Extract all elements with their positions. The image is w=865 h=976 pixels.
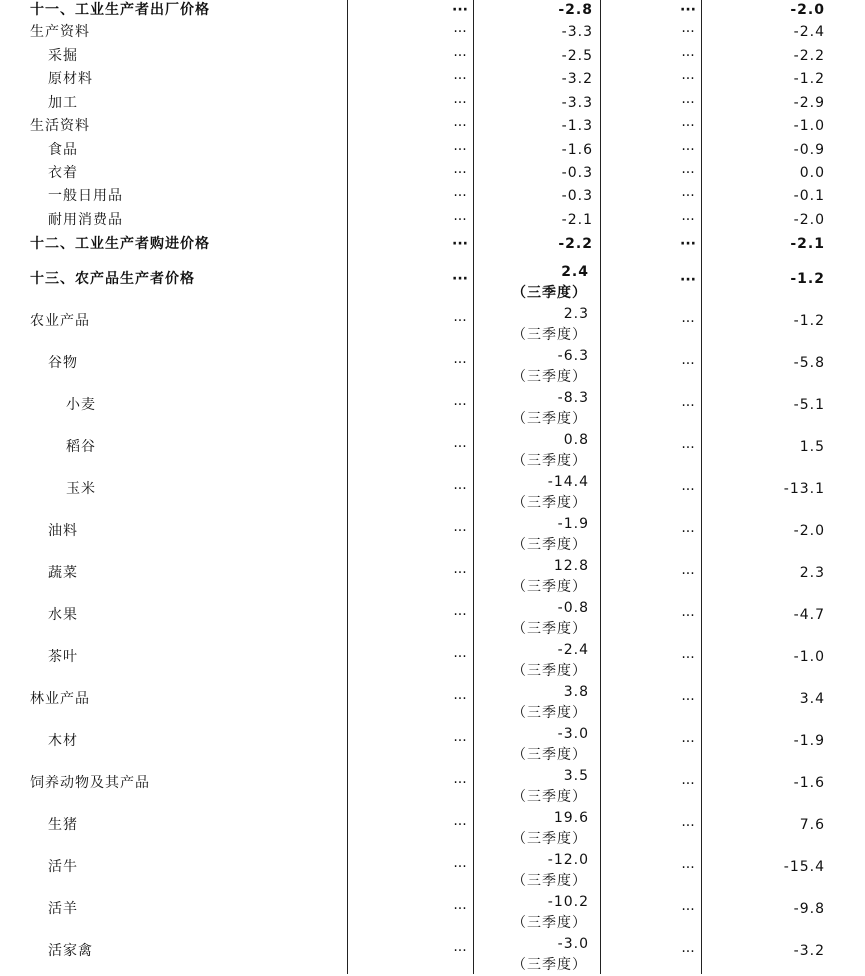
ellipsis-cell: ···: [681, 776, 695, 792]
ellipsis-cell: ···: [681, 566, 695, 582]
quarter-note: （三季度）: [512, 957, 587, 973]
value-cell: -1.3: [561, 118, 593, 134]
ellipsis-cell: ···: [453, 313, 467, 329]
table-row: [0, 21, 865, 44]
ellipsis-cell: ···: [453, 24, 467, 40]
row-label: 活家禽: [48, 943, 93, 959]
table-row: [0, 45, 865, 68]
ellipsis-cell: ···: [453, 142, 467, 158]
ellipsis-cell: ···: [681, 818, 695, 834]
value-cell: -15.4: [783, 859, 825, 875]
ellipsis-cell: ···: [453, 439, 467, 455]
row-label: 小麦: [66, 397, 96, 413]
ellipsis-cell: ···: [680, 236, 696, 252]
table-row: [0, 92, 865, 115]
ellipsis-cell: ···: [453, 212, 467, 228]
ellipsis-cell: ···: [681, 944, 695, 960]
ellipsis-cell: ···: [681, 24, 695, 40]
value-cell: -2.0: [790, 2, 825, 18]
ellipsis-cell: ···: [681, 650, 695, 666]
table-row: [0, 892, 865, 934]
row-label: 一般日用品: [48, 188, 123, 204]
quarter-value: -0.8: [557, 600, 589, 616]
ellipsis-cell: ···: [453, 95, 467, 111]
ellipsis-cell: ···: [453, 481, 467, 497]
row-label: 食品: [48, 142, 78, 158]
table-row: [0, 850, 865, 892]
table-row: [0, 598, 865, 640]
row-label: 十一、工业生产者出厂价格: [30, 2, 210, 18]
quarter-value: 2.4: [561, 264, 589, 280]
row-label: 稻谷: [66, 439, 96, 455]
value-cell: -1.0: [793, 649, 825, 665]
value-cell: -5.1: [793, 397, 825, 413]
value-cell: 1.5: [799, 439, 825, 455]
row-label: 生活资料: [30, 118, 90, 134]
value-cell: 2.3: [799, 565, 825, 581]
ellipsis-cell: ···: [453, 943, 467, 959]
quarter-value: -8.3: [557, 390, 589, 406]
ellipsis-cell: ···: [453, 118, 467, 134]
value-cell: -1.9: [793, 733, 825, 749]
value-cell: -5.8: [793, 355, 825, 371]
ellipsis-cell: ···: [680, 272, 696, 288]
value-cell: -2.1: [561, 212, 593, 228]
ellipsis-cell: ···: [681, 734, 695, 750]
value-cell: -2.2: [793, 48, 825, 64]
quarter-note: （三季度）: [512, 831, 587, 847]
value-cell: -1.0: [793, 118, 825, 134]
quarter-value: -2.4: [557, 642, 589, 658]
ellipsis-cell: ···: [681, 188, 695, 204]
quarter-note: （三季度）: [512, 705, 587, 721]
value-cell: -4.7: [793, 607, 825, 623]
table-row: [0, 304, 865, 346]
ellipsis-cell: ···: [453, 397, 467, 413]
quarter-note: （三季度）: [512, 411, 587, 427]
row-label: 采掘: [48, 48, 78, 64]
ellipsis-cell: ···: [452, 271, 468, 287]
table-row: [0, 388, 865, 430]
ellipsis-cell: ···: [681, 860, 695, 876]
quarter-note: （三季度）: [512, 873, 587, 889]
quarter-note: （三季度）: [512, 495, 587, 511]
value-cell: -2.5: [561, 48, 593, 64]
value-cell: -2.9: [793, 95, 825, 111]
quarter-value: -3.0: [557, 936, 589, 952]
table-row: [0, 724, 865, 766]
ellipsis-cell: ···: [453, 859, 467, 875]
row-label: 衣着: [48, 165, 78, 181]
ellipsis-cell: ···: [681, 608, 695, 624]
value-cell: -1.2: [793, 313, 825, 329]
quarter-value: -14.4: [547, 474, 589, 490]
ellipsis-cell: ···: [453, 188, 467, 204]
table-row: [0, 682, 865, 724]
ellipsis-cell: ···: [681, 95, 695, 111]
table-row: [0, 556, 865, 598]
table-row: [0, 430, 865, 472]
value-cell: -3.3: [561, 24, 593, 40]
value-cell: -13.1: [783, 481, 825, 497]
value-cell: -2.0: [793, 212, 825, 228]
table-row: [0, 139, 865, 162]
row-label: 生产资料: [30, 24, 90, 40]
ellipsis-cell: ···: [453, 355, 467, 371]
ellipsis-cell: ···: [453, 733, 467, 749]
value-cell: -2.8: [558, 2, 593, 18]
ellipsis-cell: ···: [681, 398, 695, 414]
row-label: 原材料: [48, 71, 93, 87]
quarter-note: （三季度）: [512, 369, 587, 385]
value-cell: -1.6: [561, 142, 593, 158]
quarter-value: 3.8: [563, 684, 589, 700]
quarter-value: -10.2: [547, 894, 589, 910]
value-cell: -9.8: [793, 901, 825, 917]
ellipsis-cell: ···: [681, 118, 695, 134]
quarter-note: （三季度）: [512, 621, 587, 637]
value-cell: -0.3: [561, 165, 593, 181]
row-label: 茶叶: [48, 649, 78, 665]
value-cell: -3.2: [561, 71, 593, 87]
ellipsis-cell: ···: [453, 775, 467, 791]
ellipsis-cell: ···: [681, 524, 695, 540]
ellipsis-cell: ···: [453, 607, 467, 623]
table-row: [0, 233, 865, 256]
ellipsis-cell: ···: [453, 48, 467, 64]
ellipsis-cell: ···: [453, 817, 467, 833]
table-row: [0, 0, 865, 22]
quarter-note: （三季度）: [512, 579, 587, 595]
quarter-note: （三季度）: [512, 537, 587, 553]
quarter-value: -12.0: [547, 852, 589, 868]
row-label: 耐用消费品: [48, 212, 123, 228]
ellipsis-cell: ···: [681, 440, 695, 456]
value-cell: -0.1: [793, 188, 825, 204]
row-label: 谷物: [48, 355, 78, 371]
quarter-note: （三季度）: [512, 789, 587, 805]
row-label: 农业产品: [30, 313, 90, 329]
value-cell: 0.0: [799, 165, 825, 181]
ellipsis-cell: ···: [453, 565, 467, 581]
quarter-note: （三季度）: [512, 285, 587, 301]
value-cell: -3.3: [561, 95, 593, 111]
table-row: [0, 472, 865, 514]
table-row: [0, 808, 865, 850]
ellipsis-cell: ···: [680, 2, 696, 18]
table-row: [0, 346, 865, 388]
value-cell: -2.1: [790, 236, 825, 252]
quarter-value: 12.8: [553, 558, 589, 574]
quarter-note: （三季度）: [512, 327, 587, 343]
table-row: [0, 640, 865, 682]
value-cell: -1.2: [793, 71, 825, 87]
ellipsis-cell: ···: [681, 71, 695, 87]
value-cell: 3.4: [799, 691, 825, 707]
quarter-note: （三季度）: [512, 663, 587, 679]
ellipsis-cell: ···: [453, 71, 467, 87]
quarter-note: （三季度）: [512, 915, 587, 931]
ellipsis-cell: ···: [681, 902, 695, 918]
ellipsis-cell: ···: [681, 212, 695, 228]
value-cell: -1.6: [793, 775, 825, 791]
ellipsis-cell: ···: [453, 165, 467, 181]
row-label: 油料: [48, 523, 78, 539]
table-row: [0, 766, 865, 808]
ellipsis-cell: ···: [681, 314, 695, 330]
quarter-value: 0.8: [563, 432, 589, 448]
ellipsis-cell: ···: [453, 901, 467, 917]
value-cell: -2.4: [793, 24, 825, 40]
table-row: [0, 262, 865, 304]
quarter-value: 3.5: [563, 768, 589, 784]
quarter-note: （三季度）: [512, 453, 587, 469]
quarter-note: （三季度）: [512, 747, 587, 763]
quarter-value: 19.6: [553, 810, 589, 826]
ellipsis-cell: ···: [452, 236, 468, 252]
value-cell: -2.0: [793, 523, 825, 539]
ellipsis-cell: ···: [681, 142, 695, 158]
row-label: 水果: [48, 607, 78, 623]
ellipsis-cell: ···: [681, 165, 695, 181]
ellipsis-cell: ···: [453, 523, 467, 539]
ellipsis-cell: ···: [452, 2, 468, 18]
ellipsis-cell: ···: [453, 649, 467, 665]
value-cell: -1.2: [790, 271, 825, 287]
value-cell: -0.9: [793, 142, 825, 158]
table-row: [0, 115, 865, 138]
value-cell: -3.2: [793, 943, 825, 959]
row-label: 十三、农产品生产者价格: [30, 271, 195, 287]
row-label: 林业产品: [30, 691, 90, 707]
row-label: 活羊: [48, 901, 78, 917]
ellipsis-cell: ···: [681, 692, 695, 708]
row-label: 蔬菜: [48, 565, 78, 581]
row-label: 加工: [48, 95, 78, 111]
quarter-value: -6.3: [557, 348, 589, 364]
row-label: 饲养动物及其产品: [30, 775, 150, 791]
ellipsis-cell: ···: [681, 482, 695, 498]
quarter-value: -3.0: [557, 726, 589, 742]
row-label: 木材: [48, 733, 78, 749]
row-label: 玉米: [66, 481, 96, 497]
table-row: [0, 68, 865, 91]
table-row: [0, 209, 865, 232]
value-cell: 7.6: [799, 817, 825, 833]
table-row: [0, 185, 865, 208]
row-label: 十二、工业生产者购进价格: [30, 236, 210, 252]
table-row: [0, 934, 865, 976]
table-row: [0, 162, 865, 185]
ellipsis-cell: ···: [681, 356, 695, 372]
row-label: 生猪: [48, 817, 78, 833]
quarter-value: -1.9: [557, 516, 589, 532]
table-row: [0, 514, 865, 556]
value-cell: -0.3: [561, 188, 593, 204]
ellipsis-cell: ···: [681, 48, 695, 64]
value-cell: -2.2: [558, 236, 593, 252]
ellipsis-cell: ···: [453, 691, 467, 707]
quarter-value: 2.3: [563, 306, 589, 322]
row-label: 活牛: [48, 859, 78, 875]
